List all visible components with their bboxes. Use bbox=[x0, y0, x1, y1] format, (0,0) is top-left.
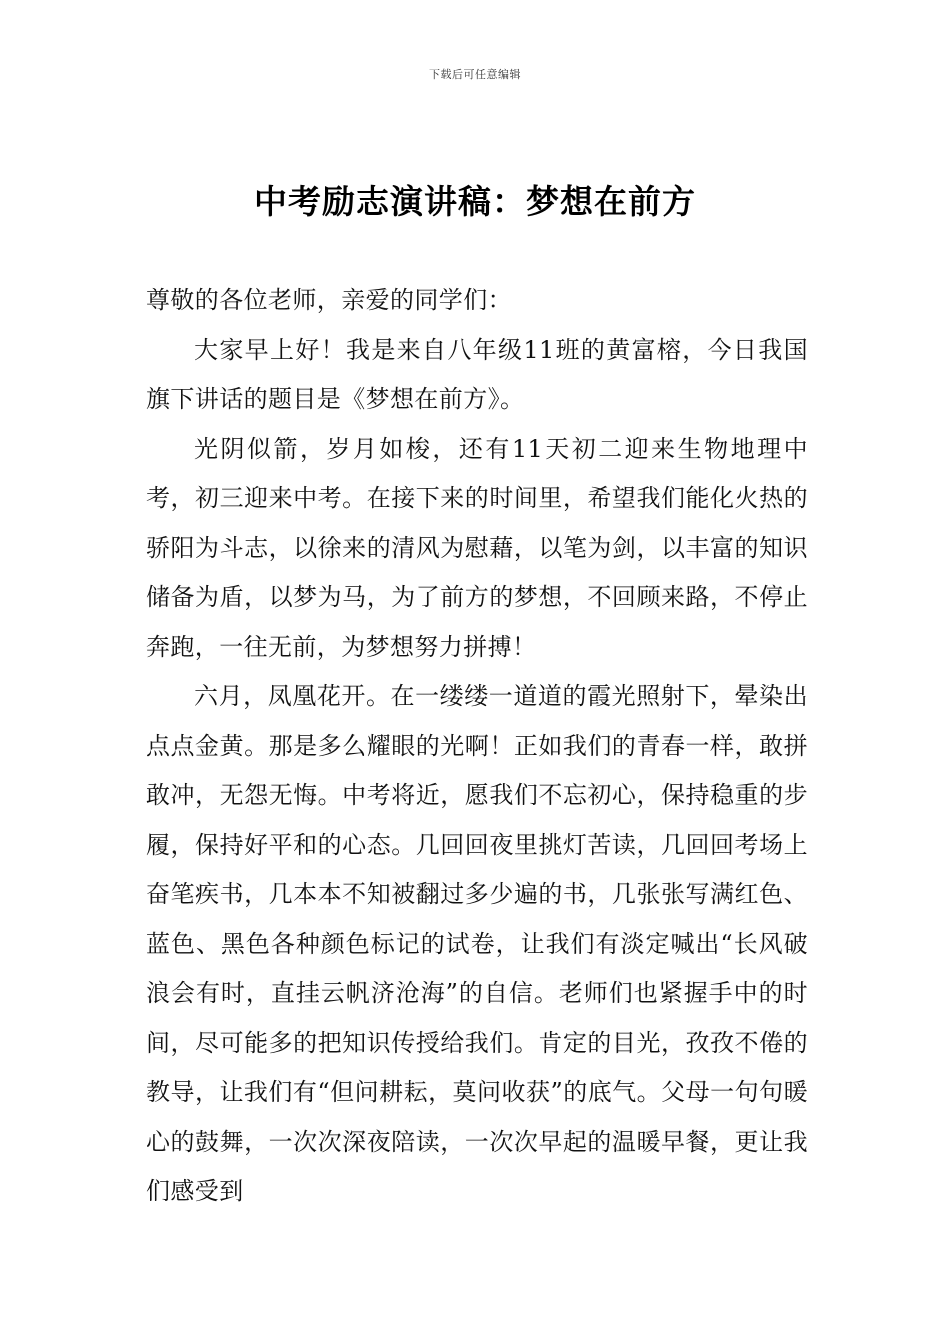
paragraph: 光阴似箭，岁月如梭，还有11天初二迎来生物地理中考，初三迎来中考。在接下来的时间里，希望我们能化火热的骄阳为斗志，以徐来的清风为慰藉，以笔为剑，以丰富的知识储备为盾，以梦为马，为了前方的梦想，不回顾来路，不停止奔跑，一往无前，为梦想努力拼搏！ bbox=[146, 434, 808, 661]
header-note: 下载后可任意编辑 bbox=[429, 68, 521, 81]
document-title: 中考励志演讲稿：梦想在前方 bbox=[254, 182, 696, 221]
salutation: 尊敬的各位老师，亲爱的同学们： bbox=[146, 286, 512, 314]
document-body bbox=[146, 276, 808, 1217]
paragraph: 大家早上好！我是来自八年级11班的黄富榕，今日我国旗下讲话的题目是《梦想在前方》。 bbox=[146, 335, 808, 413]
paragraph: 六月，凤凰花开。在一缕缕一道道的霞光照射下，晕染出点点金黄。那是多么耀眼的光啊！正如我们的青春一样，敢拼敢冲，无怨无悔。中考将近，愿我们不忘初心，保持稳重的步履，保持好平和的心态。几回回夜里挑灯苦读，几回回考场上奋笔疾书，几本本不知被翻过多少遍的书，几张张写满红色、蓝色、黑色各种颜色标记的试卷，让我们有淡定喊出“长风破浪会有时，直挂云帆济沧海”的自信。老师们也紧握手中的时间，尽可能多的把知识传授给我们。肯定的目光，孜孜不倦的教导，让我们有“但问耕耘，莫问收获”的底气。父母一句句暖心的鼓舞，一次次深夜陪读，一次次早起的温暖早餐，更让我们感受到 bbox=[146, 682, 808, 1205]
